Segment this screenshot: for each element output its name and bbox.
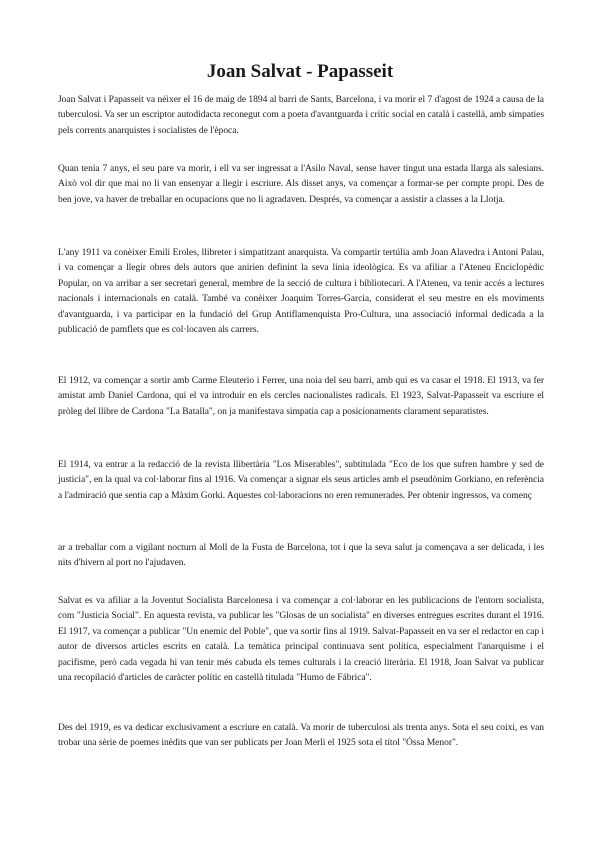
paragraph-socialist-youth: Salvat es va afiliar a la Joventut Socialista Barcelonesa i va començar a col·laborar en les publicacions de l'entorn socialista, com "Justicia Social". En aquesta revista, va publicar les "Glosas de un socialista" en diverses entregues escrites durant el 1916. El 1917, va començar a publicar "Un enemic del Poble", que va sortir fins al 1919. Salvat-Papasseit en va ser el redactor en cap i autor de diversos articles escrits en català. La temàtica principal continuava sent política, especialment l'anarquisme i el pacifisme, però cada vegada hi van tenir més cabuda els temes culturals i la creació literària. El 1918, Joan Salvat va publicar una recopilació d'articles de caràcter polític en castellà titulada "Humo de Fábrica". <box>58 595 544 684</box>
paragraph-marriage: El 1912, va començar a sortir amb Carme Eleuterio i Ferrer, una noia del seu barri, amb qui es va casar el 1918. El 1913, va fer amistat amb Daniel Cardona, qui el va introduir en els cercles nacionalistes radicals. El 1923, Salvat-Papasseit va escriure el pròleg del llibre de Cardona "La Batalla", on ja manifestava simpatia cap a posicionaments clarament separatistes. <box>58 375 544 417</box>
paragraph-final-years: Des del 1919, es va dedicar exclusivament a escriure en català. Va morir de tuberculosi als trenta anys. Sota el seu coixí, es van trobar una sèrie de poemes inèdits que van ser publicats per Joan Merli el 1925 sota el títol "Óssa Menor". <box>58 722 544 749</box>
document-title: Joan Salvat - Papasseit <box>206 61 394 82</box>
paragraph-birth-death: Joan Salvat i Papasseit va néixer el 16 de maig de 1894 al barri de Sants, Barcelona, i va morir el 7 d'agost de 1924 a causa de la tuberculosi. Va ser un escriptor autodidacta reconegut com a poeta d'avantguarda i crític social en català i castellà, amb simpaties pels corrents anarquistes i socialistes de l'època. <box>58 94 544 136</box>
paragraph-ateneu: L'any 1911 va conèixer Emili Eroles, llibreter i simpatitzant anarquista. Va compartir tertúlia amb Joan Alavedra i Antoni Palau, i va començar a llegir obres dels autors que anirien definint la seva línia ideològica. Es va afiliar a l'Ateneu Enciclopèdic Popular, on va arribar a ser secretari general, membre de la secció de cultura i bibliotecari. A l'Ateneu, va tenir accés a lectures nacionals i internacionals en català. També va conèixer Joaquim Torres-Garcia, considerat el seu mestre en els moviments d'avantguarda, i va participar en la fundació del Grup Antiflamenquista Pro-Cultura, una associació informal dedicada a la publicació de pamflets que es col·locaven als carrers. <box>58 247 544 336</box>
paragraph-los-miserables: El 1914, va entrar a la redacció de la revista llibertària "Los Miserables", subtitulada "Eco de los que sufren hambre y sed de justicia", en la qual va col·laborar fins al 1916. Va començar a signar els seus articles amb el pseudònim Gorkiano, en referència a l'admiració que sentia cap a Màxim Gorki. Aquestes col·laboracions no eren remunerades. Per obtenir ingressos, va començ <box>58 459 544 501</box>
paragraph-childhood: Quan tenia 7 anys, el seu pare va morir, i ell va ser ingressat a l'Asilo Naval, sense haver tingut una estada llarga als salesians. Això vol dir que mai no li van ensenyar a llegir i escriure. Als disset anys, va començar a formar-se per compte propi. Des de ben jove, va haver de treballar en ocupacions que no li agradaven. Després, va començar a assistir a classes a la Llotja. <box>58 163 544 205</box>
paragraph-night-watchman: ar a treballar com a vigilant nocturn al Moll de la Fusta de Barcelona, tot i que la seva salut ja començava a ser delicada, i les nits d'hivern al port no l'ajudaven. <box>58 542 544 569</box>
